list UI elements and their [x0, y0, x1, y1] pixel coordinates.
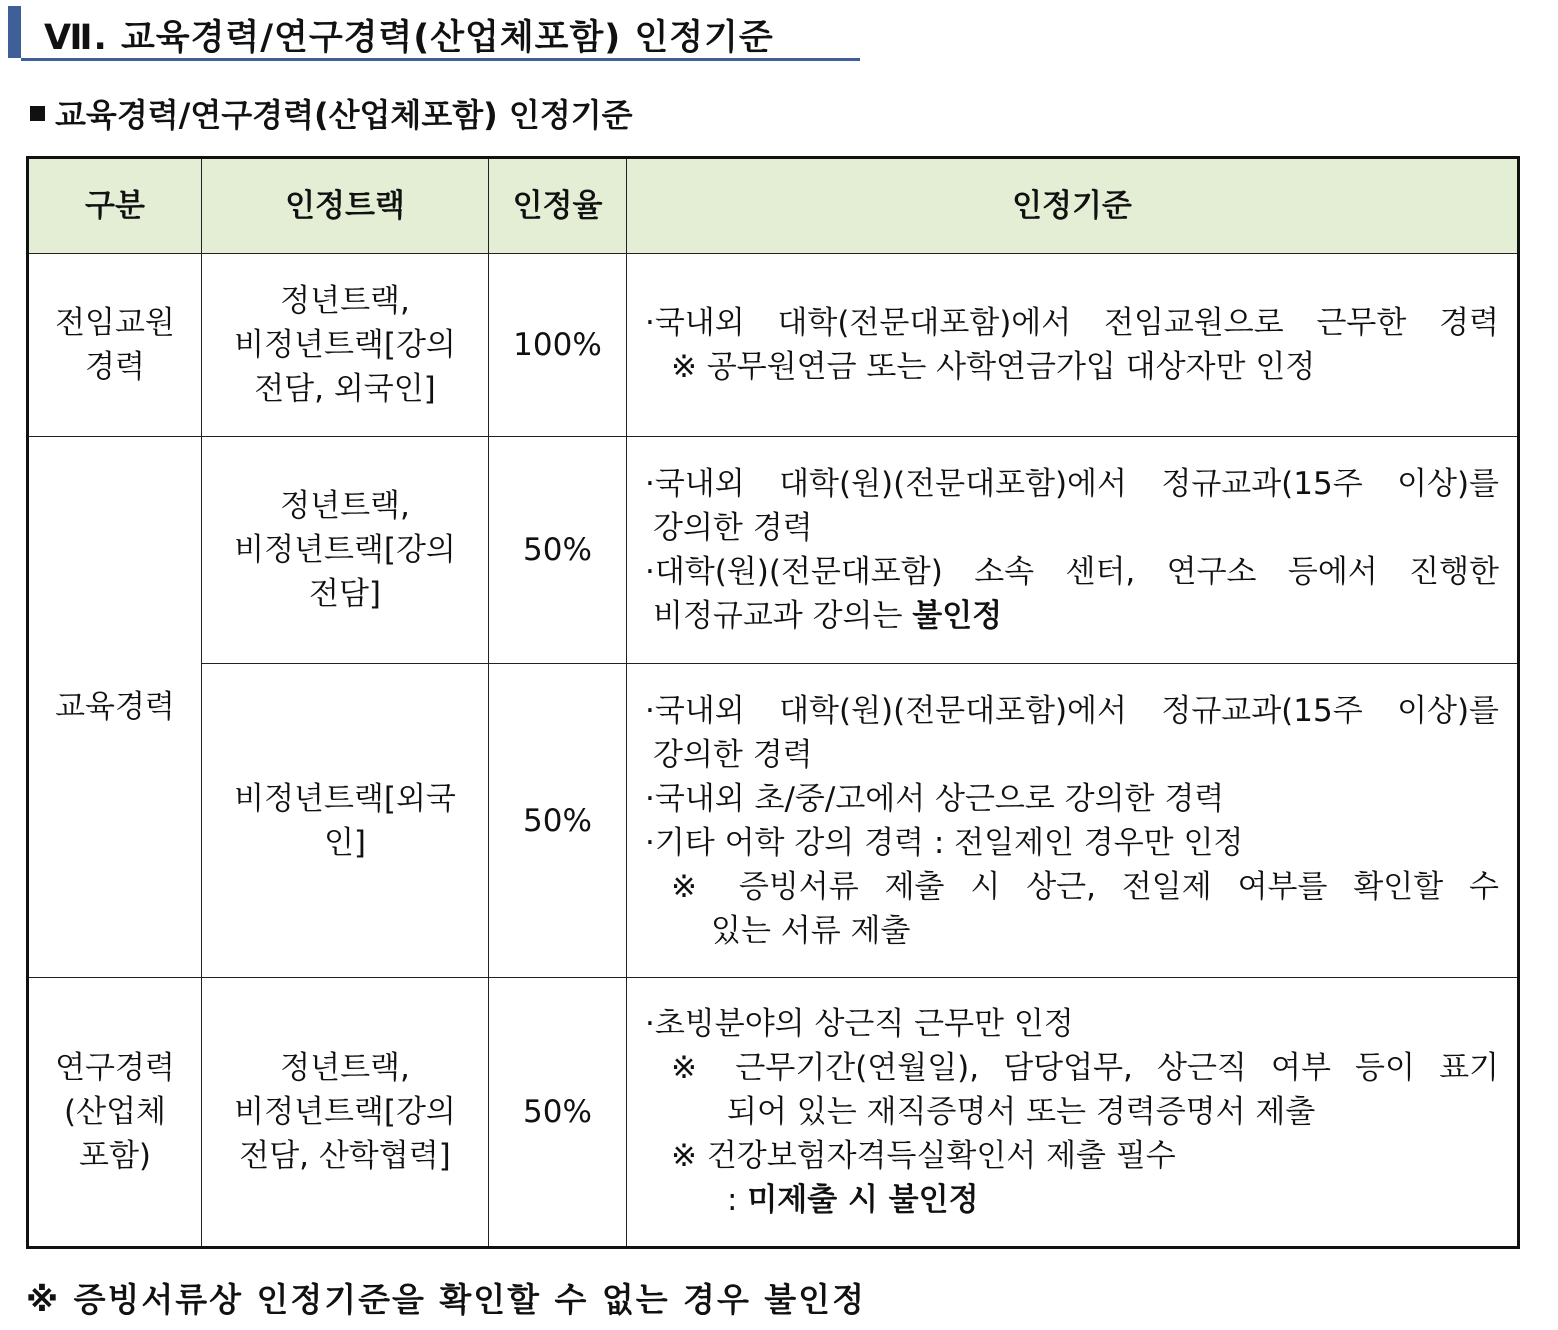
criteria-line: ·대학(원)(전문대포함) 소속 센터, 연구소 등에서 진행한: [645, 554, 1499, 590]
heading-underline: [21, 58, 860, 61]
emphasis-text: 불인정: [912, 598, 1003, 634]
cell-criteria: [627, 664, 1519, 978]
table-row: [28, 254, 1519, 437]
subheading: [30, 90, 633, 136]
criteria-text: 비정규교과 강의는: [653, 598, 913, 634]
criteria-line: ·국내외 대학(전문대포함)에서 전임교원으로 근무한 경력: [645, 305, 1499, 341]
header-track: 인정트랙: [202, 158, 489, 254]
header-category: 구분: [28, 158, 202, 254]
cell-track: [202, 437, 489, 664]
criteria-line: [645, 594, 1499, 638]
category-line: 연구경력: [55, 1050, 175, 1086]
cell-category: [28, 254, 202, 437]
criteria-note: ※ 근무기간(연월일), 담당업무, 상근직 여부 등이 표기: [671, 1050, 1499, 1086]
category-line: (산업체: [64, 1094, 166, 1130]
cell-rate: 50%: [489, 437, 627, 664]
track-line: 비정년트랙[강의: [234, 327, 456, 363]
track-line: 인]: [323, 824, 367, 861]
criteria-note: ※ 증빙서류 제출 시 상근, 전일제 여부를 확인할 수: [671, 868, 1499, 905]
criteria-line: ·국내외 대학(원)(전문대포함)에서 정규교과(15주 이상)를: [645, 466, 1499, 502]
category-line: 경력: [85, 349, 145, 385]
track-line: 비정년트랙[강의: [234, 1094, 456, 1130]
section-heading: [8, 6, 860, 62]
section-title: Ⅶ. 교육경력/연구경력(산업체포함) 인정기준: [44, 18, 774, 58]
track-line: 정년트랙,: [280, 283, 410, 319]
category-line: 포함): [79, 1138, 151, 1174]
criteria-text: :: [727, 1182, 748, 1218]
criteria-line: 강의한 경력: [653, 736, 813, 773]
table-row: [28, 978, 1519, 1248]
cell-criteria: [627, 978, 1519, 1248]
track-line: 비정년트랙[강의: [234, 532, 456, 568]
cell-rate: 100%: [489, 254, 627, 437]
criteria-line: ·초빙분야의 상근직 근무만 인정: [645, 1006, 1074, 1042]
cell-criteria: [627, 254, 1519, 437]
criteria-note: [645, 1178, 1499, 1222]
track-line: 정년트랙,: [280, 488, 410, 524]
subheading-text: 교육경력/연구경력(산업체포함) 인정기준: [55, 96, 633, 134]
footnote: ※ 증빙서류상 인정기준을 확인할 수 없는 경우 불인정: [26, 1280, 866, 1319]
criteria-line: ·국내외 초/중/고에서 상근으로 강의한 경력: [645, 780, 1225, 817]
header-rate: 인정율: [489, 158, 627, 254]
track-line: 비정년트랙[외국: [234, 780, 456, 817]
cell-criteria: [627, 437, 1519, 664]
table-row: [28, 437, 1519, 664]
cell-track: [202, 254, 489, 437]
table-row: [28, 664, 1519, 978]
cell-track: [202, 978, 489, 1248]
criteria-line: ·기타 어학 강의 경력 : 전일제인 경우만 인정: [645, 824, 1244, 861]
cell-category: 교육경력: [28, 437, 202, 978]
square-bullet-icon: [30, 106, 45, 121]
cell-category: [28, 978, 202, 1248]
cell-rate: 50%: [489, 978, 627, 1248]
criteria-table: [26, 156, 1520, 1249]
track-line: 전담, 산학협력]: [239, 1138, 451, 1174]
emphasis-text: 미제출 시 불인정: [747, 1182, 979, 1218]
track-line: 전담, 외국인]: [254, 371, 436, 407]
header-criteria: 인정기준: [627, 158, 1519, 254]
category-line: 전임교원: [55, 305, 175, 341]
cell-rate: 50%: [489, 664, 627, 978]
criteria-note: 있는 서류 제출: [711, 912, 911, 949]
criteria-line: 강의한 경력: [653, 510, 813, 546]
criteria-note: ※ 공무원연금 또는 사학연금가입 대상자만 인정: [671, 349, 1316, 385]
criteria-note: 되어 있는 재직증명서 또는 경력증명서 제출: [727, 1094, 1316, 1130]
table-header-row: [28, 158, 1519, 254]
track-line: 전담]: [309, 576, 381, 612]
criteria-note: ※ 건강보험자격득실확인서 제출 필수: [671, 1138, 1176, 1174]
heading-accent-bar: [8, 6, 21, 58]
cell-track: [202, 664, 489, 978]
criteria-line: ·국내외 대학(원)(전문대포함)에서 정규교과(15주 이상)를: [645, 692, 1499, 729]
track-line: 정년트랙,: [280, 1050, 410, 1086]
